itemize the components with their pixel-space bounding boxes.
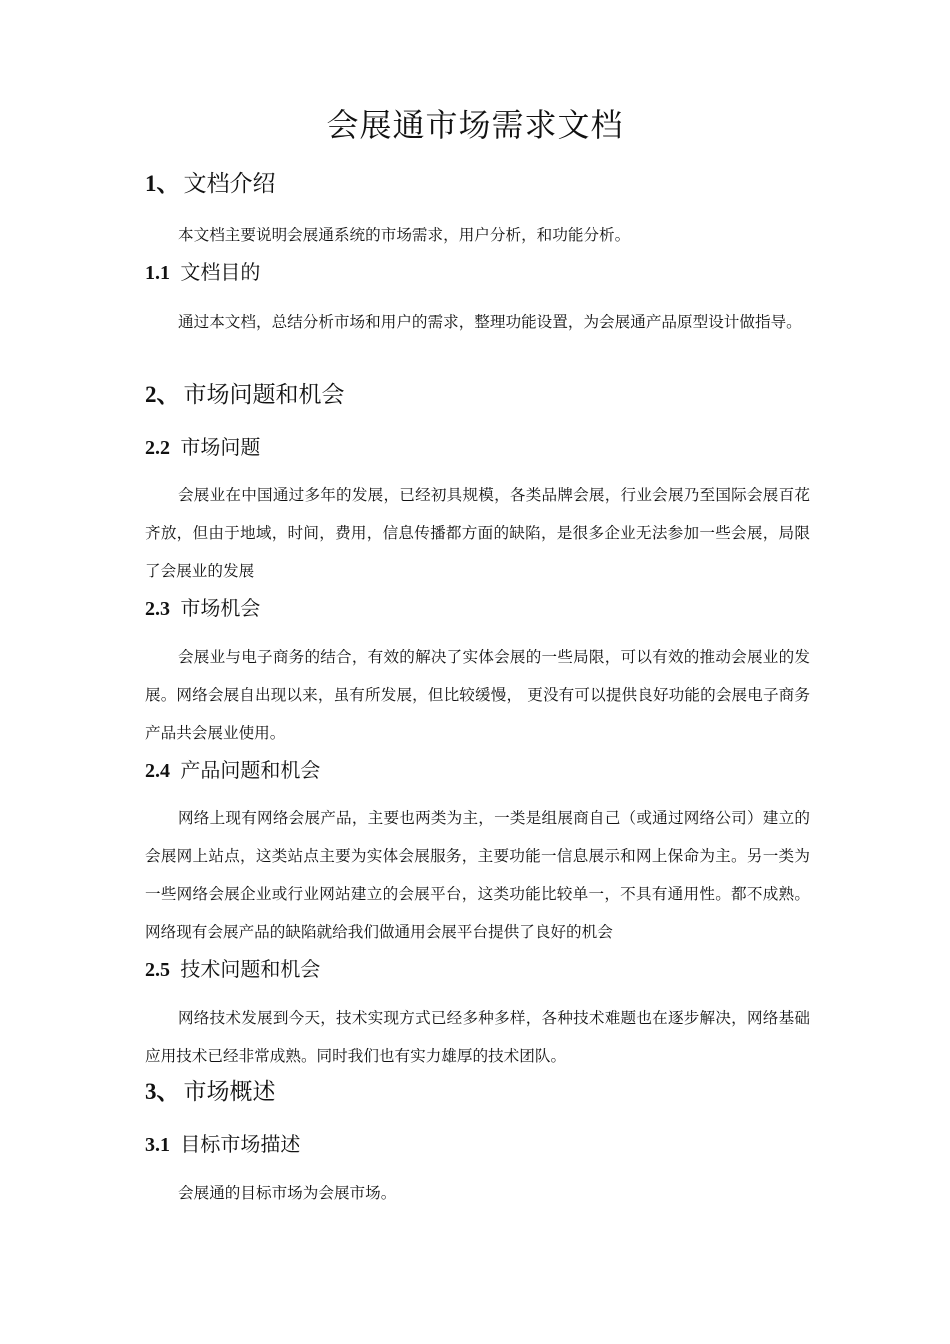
- section-2-3-paragraph: 会展业与电子商务的结合，有效的解决了实体会展的一些局限，可以有效的推动会展业的发展。网络会展自出现以来，虽有所发展，但比较缓慢， 更没有可以提供良好功能的会展电子商务产品共会展业使用。: [145, 648, 810, 742]
- section-number: 3、: [145, 1079, 180, 1104]
- section-number: 2、: [145, 382, 180, 407]
- section-2-5-heading: [145, 955, 320, 984]
- section-3-1-paragraph: 会展通的目标市场为会展市场。: [178, 1184, 397, 1202]
- section-title: 市场问题: [180, 435, 261, 459]
- section-title: 市场概述: [183, 1079, 276, 1105]
- section-1-1-heading: [145, 258, 260, 287]
- section-number: 1.1: [145, 262, 170, 284]
- section-2-heading: [145, 379, 345, 411]
- section-1-heading: [145, 168, 276, 200]
- section-title: 产品问题和机会: [180, 758, 321, 782]
- section-number: 2.3: [145, 598, 170, 620]
- document-title: 会展通市场需求文档: [326, 106, 624, 144]
- section-2-2-heading: [145, 433, 260, 462]
- section-2-5-paragraph: 网络技术发展到今天，技术实现方式已经多种多样，各种技术难题也在逐步解决，网络基础应用技术已经非常成熟。同时我们也有实力雄厚的技术团队。: [145, 1009, 810, 1065]
- section-2-4-heading: [145, 756, 320, 785]
- section-3-1-heading: [145, 1130, 300, 1159]
- section-number: 2.5: [145, 959, 170, 981]
- section-title: 市场问题和机会: [183, 382, 345, 408]
- section-3-heading: [145, 1076, 276, 1108]
- section-number: 3.1: [145, 1134, 170, 1156]
- section-number: 2.2: [145, 437, 170, 459]
- section-2-4-paragraph: 网络上现有网络会展产品，主要也两类为主，一类是组展商自己（或通过网络公司）建立的会展网上站点，这类站点主要为实体会展服务，主要功能一信息展示和网上保命为主。另一类为一些网络会展企业或行业网站建立的会展平台，这类功能比较单一，不具有通用性。都不成熟。网络现有会展产品的缺陷就给我们做通用会展平台提供了良好的机会: [145, 809, 810, 941]
- section-number: 2.4: [145, 760, 170, 782]
- section-title: 文档目的: [180, 260, 261, 284]
- section-title: 文档介绍: [183, 171, 276, 197]
- section-title: 市场机会: [180, 596, 261, 620]
- section-1-1-paragraph: 通过本文档，总结分析市场和用户的需求，整理功能设置，为会展通产品原型设计做指导。: [178, 313, 802, 331]
- section-title: 技术问题和机会: [180, 957, 321, 981]
- section-2-3-heading: [145, 594, 260, 623]
- section-title: 目标市场描述: [180, 1132, 301, 1156]
- section-1-paragraph: 本文档主要说明会展通系统的市场需求，用户分析，和功能分析。: [178, 226, 631, 244]
- section-2-2-paragraph: 会展业在中国通过多年的发展，已经初具规模，各类品牌会展，行业会展乃至国际会展百花齐放，但由于地域，时间，费用，信息传播都方面的缺陷，是很多企业无法参加一些会展，局限了会展业的发展: [145, 486, 810, 580]
- section-number: 1、: [145, 171, 180, 196]
